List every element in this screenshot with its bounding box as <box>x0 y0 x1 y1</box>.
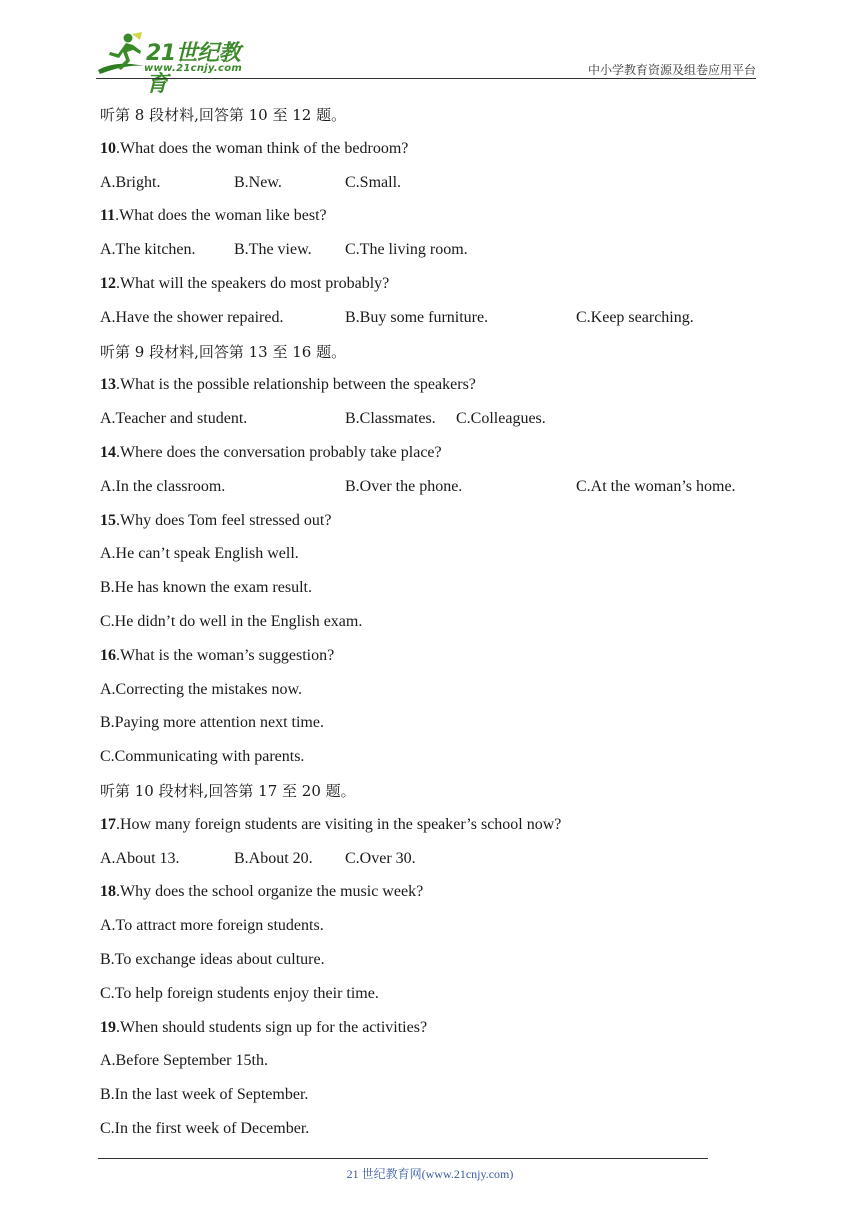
logo-url: www.21cnjy.com <box>144 63 243 74</box>
question-19 <box>100 1015 760 1049</box>
logo-text: 21世纪教育 <box>146 41 241 97</box>
option-c: C.At the woman’s home. <box>576 477 736 495</box>
option-b: B.The view. <box>234 241 312 259</box>
options-12 <box>100 305 760 339</box>
option-a: A.To attract more foreign students. <box>100 917 324 935</box>
option-a: A.Before September 15th. <box>100 1052 268 1070</box>
option-a: A.About 13. <box>100 849 180 867</box>
options-14 <box>100 474 760 508</box>
header-divider <box>96 78 756 79</box>
option-b: B.New. <box>234 173 282 191</box>
question-text: .What will the speakers do most probably? <box>116 274 390 292</box>
option-c: C.Keep searching. <box>576 308 694 326</box>
question-11 <box>100 203 760 237</box>
question-list <box>100 102 760 1150</box>
question-17 <box>100 812 760 846</box>
option-c: C.Over 30. <box>345 849 416 867</box>
options-13 <box>100 406 760 440</box>
options-17 <box>100 846 760 880</box>
question-text: .What is the woman’s suggestion? <box>116 646 335 664</box>
options-10 <box>100 170 760 204</box>
question-10 <box>100 136 760 170</box>
option-b: B.He has known the exam result. <box>100 579 312 597</box>
page-header <box>96 30 756 97</box>
question-number: 18 <box>100 883 116 901</box>
question-13 <box>100 372 760 406</box>
question-number: 13 <box>100 376 116 394</box>
question-text: .How many foreign students are visiting in the speaker’s school now? <box>116 815 562 833</box>
option-c: C.Small. <box>345 173 402 191</box>
option-b: B.Over the phone. <box>345 477 463 495</box>
option-b: B.Paying more attention next time. <box>100 714 324 732</box>
question-text: .Why does Tom feel stressed out? <box>116 511 332 529</box>
header-platform-text: 中小学教育资源及组卷应用平台 <box>587 63 756 77</box>
section-10-heading: 听第 10 段材料,回答第 17 至 20 题。 <box>100 781 356 800</box>
question-18 <box>100 879 760 913</box>
option-a: A.Bright. <box>100 173 161 191</box>
logo <box>96 30 261 97</box>
question-12 <box>100 271 760 305</box>
option-a: A.Have the shower repaired. <box>100 308 284 326</box>
question-14 <box>100 440 760 474</box>
option-b: B.Classmates. <box>345 410 436 428</box>
question-number: 12 <box>100 274 116 292</box>
footer-text: 21 世纪教育网(www.21cnjy.com) <box>346 1167 514 1181</box>
question-text: .Where does the conversation probably take place? <box>116 443 442 461</box>
option-a: A.He can’t speak English well. <box>100 545 299 563</box>
option-c: C.The living room. <box>345 241 468 259</box>
question-text: .Why does the school organize the music week? <box>116 883 424 901</box>
section-9-heading: 听第 9 段材料,回答第 13 至 16 题。 <box>100 342 347 361</box>
option-c: C.In the first week of December. <box>100 1119 310 1137</box>
option-a: A.The kitchen. <box>100 241 196 259</box>
question-text: .What is the possible relationship between the speakers? <box>116 376 476 394</box>
option-b: B.To exchange ideas about culture. <box>100 950 325 968</box>
question-16 <box>100 643 760 677</box>
question-text: .When should students sign up for the activities? <box>116 1018 428 1036</box>
option-c: C.Colleagues. <box>456 410 546 428</box>
question-number: 15 <box>100 511 116 529</box>
question-text: .What does the woman think of the bedroom? <box>116 139 409 157</box>
question-number: 16 <box>100 646 116 664</box>
footer-divider <box>98 1158 708 1159</box>
option-b: B.In the last week of September. <box>100 1086 309 1104</box>
question-number: 19 <box>100 1018 116 1036</box>
option-c: C.To help foreign students enjoy their time. <box>100 984 379 1002</box>
option-a: A.Correcting the mistakes now. <box>100 680 303 698</box>
option-b: B.About 20. <box>234 849 313 867</box>
option-c: C.He didn’t do well in the English exam. <box>100 612 363 630</box>
option-a: A.Teacher and student. <box>100 410 248 428</box>
question-number: 14 <box>100 443 116 461</box>
option-b: B.Buy some furniture. <box>345 308 489 326</box>
options-11 <box>100 237 760 271</box>
question-number: 11 <box>100 207 116 225</box>
section-8-heading: 听第 8 段材料,回答第 10 至 12 题。 <box>100 106 347 124</box>
question-number: 17 <box>100 815 116 833</box>
question-15 <box>100 508 760 542</box>
question-number: 10 <box>100 139 116 157</box>
option-c: C.Communicating with parents. <box>100 748 305 766</box>
option-a: A.In the classroom. <box>100 477 226 495</box>
question-text: .What does the woman like best? <box>115 207 327 225</box>
